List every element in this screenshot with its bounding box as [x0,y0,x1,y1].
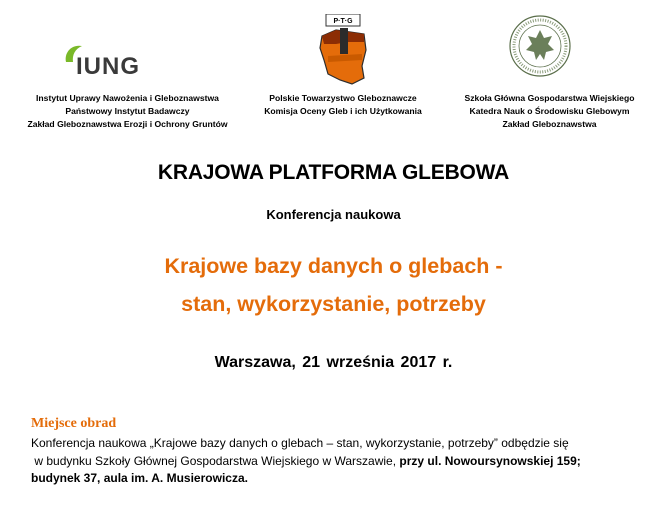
venue-address: przy ul. Nowoursynowskiej 159; [399,453,581,468]
conference-topic-line: stan, wykorzystanie, potrzeby [181,292,486,316]
ptg-logo-text: P·T·G [333,18,353,25]
place-date: Warszawa, 21 września 2017 r. [214,354,453,371]
venue-paragraph [31,435,661,488]
venue-heading: Miejsce obrad [31,416,117,431]
venue-room: budynek 37, aula im. A. Musierowicza. [31,471,248,485]
ptg-logo [318,14,368,86]
institution-line: Komisja Oceny Gleb i ich Użytkowania [264,106,422,116]
institution-ptg [248,92,438,118]
institution-line: Szkoła Główna Gospodarstwa Wiejskiego [464,93,635,103]
institution-line: Zakład Gleboznawstwa [502,119,597,129]
institution-sggw [452,92,647,131]
page-subtitle: Konferencja naukowa [266,207,401,222]
venue-building-text: w budynku Szkoły Głównej Gospodarstwa Wiejskiego w Warszawie, [34,453,397,468]
institution-line: Państwowy Instytut Badawczy [65,106,190,116]
institution-line: Katedra Nauk o Środowisku Glebowym [469,106,630,116]
venue-line: Konferencja naukowa „Krajowe bazy danych o glebach – stan, wykorzystanie, potrzeby” odbędzie się [31,436,569,450]
institution-line: Zakład Gleboznawstwa Erozji i Ochrony Gruntów [27,119,228,129]
institution-line: Instytut Uprawy Nawożenia i Gleboznawstwa [36,93,219,103]
institution-iung [20,92,235,131]
page-title: KRAJOWA PLATFORMA GLEBOWA [157,161,510,184]
iung-logo-text: IUNG [76,53,140,80]
venue-line [31,453,661,471]
institution-line: Polskie Towarzystwo Gleboznawcze [269,93,417,103]
conference-topic-line: Krajowe bazy danych o glebach - [164,254,503,278]
iung-logo [62,40,172,80]
sggw-seal [508,14,572,78]
